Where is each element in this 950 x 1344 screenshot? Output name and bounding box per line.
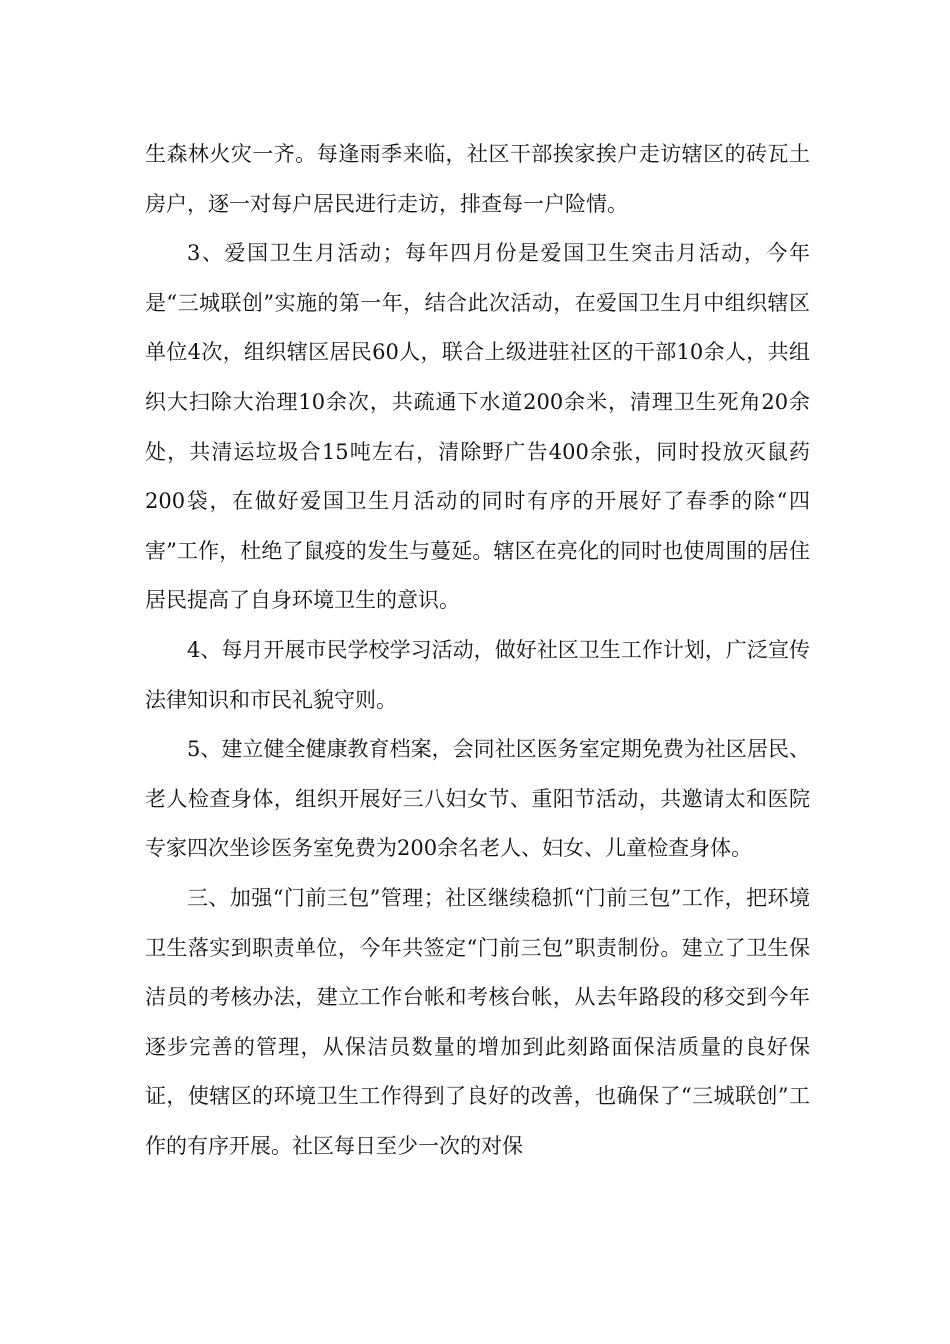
paragraph-3: 4、每月开展市民学校学习活动，做好社区卫生工作计划，广泛宣传法律知识和市民礼貌守则。 [145, 637, 810, 712]
paragraph-1: 生森林火灾一齐。每逢雨季来临，社区干部挨家挨户走访辖区的砖瓦土房户，逐一对每户居民进行走访，排查每一户险情。 [145, 142, 810, 216]
body-text [145, 130, 810, 1171]
paragraph-4: 5、建立健全健康教育档案，会同社区医务室定期免费为社区居民、老人检查身体，组织开展好三八妇女节、重阳节活动，共邀请太和医院专家四次坐诊医务室免费为200余名老人、妇女、儿童检查身体。 [145, 737, 810, 861]
paragraph-5: 三、加强“门前三包”管理；社区继续稳抓“门前三包”工作，把环境卫生落实到职责单位，今年共签定“门前三包”职责制份。建立了卫生保洁员的考核办法，建立工作台帐和考核台帐，从去年路段的移交到今年逐步完善的管理，从保洁员数量的增加到此刻路面保洁质量的良好保证，使辖区的环境卫生工作得到了良好的改善，也确保了“三城联创”工作的有序开展。社区每日至少一次的对保 [145, 885, 810, 1158]
paragraph-2: 3、爱国卫生月活动；每年四月份是爱国卫生突击月活动，今年是“三城联创”实施的第一年，结合此次活动，在爱国卫生月中组织辖区单位4次，组织辖区居民60人，联合上级进驻社区的干部10余人，共组织大扫除大治理10余次，共疏通下水道200余米，清理卫生死角20余处，共清运垃圾合15吨左右，清除野广告400余张，同时投放灭鼠药200袋，在做好爱国卫生月活动的同时有序的开展好了春季的除“四害”工作，杜绝了鼠疫的发生与蔓延。辖区在亮化的同时也使周围的居住居民提高了自身环境卫生的意识。 [145, 241, 810, 613]
